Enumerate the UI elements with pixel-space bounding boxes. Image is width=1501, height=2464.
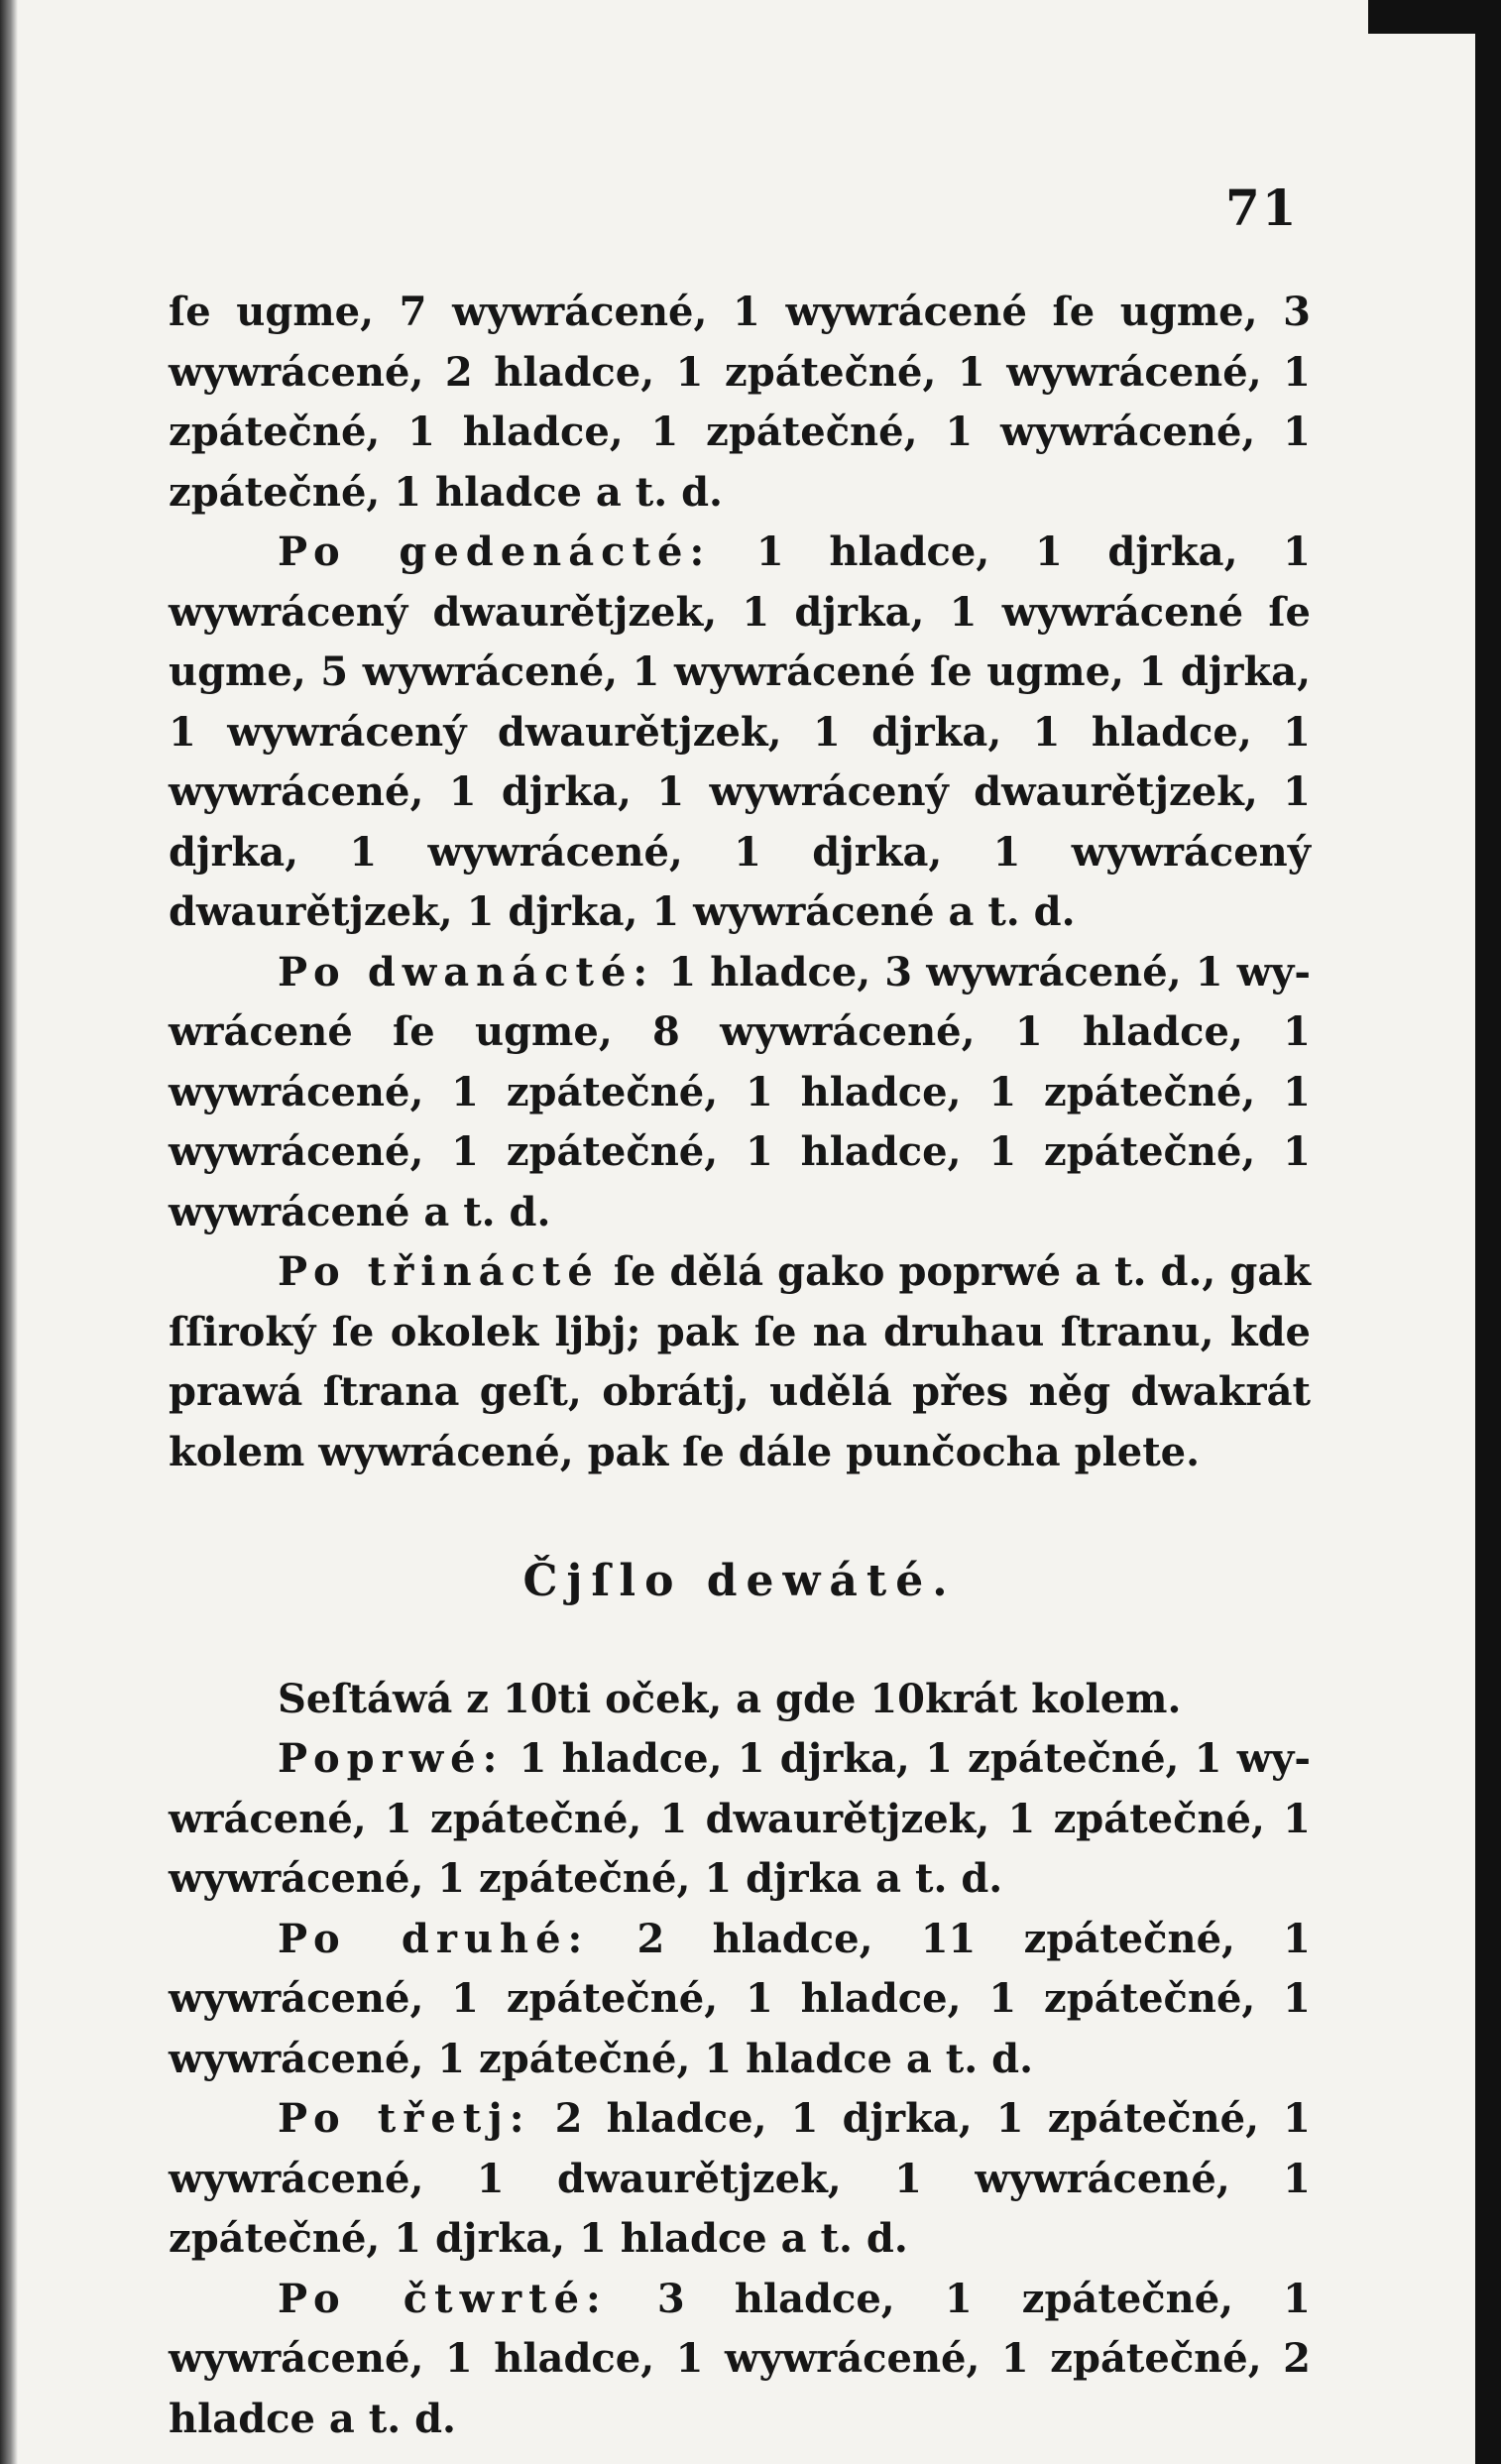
round-label: Po čtwrté: xyxy=(278,2275,608,2322)
page-body xyxy=(169,283,1311,2449)
paragraph-round-11 xyxy=(169,523,1311,943)
paragraph-text: 1 hladce, 3 wywrácené, 1 wywrácené ſe ugme, 8 wywrácené, 1 hladce, 1 wywrácené, 1 zpátečné, 1 hladce, 1 zpátečné, 1 wywrácené, 1 zpátečné, 1 hladce, 1 zpátečné, 1 wywrácené a t. d. xyxy=(169,948,1311,1235)
round-label: Po druhé: xyxy=(278,1915,590,1962)
paragraph-text: Seſtáwá z 10ti oček, a gde 10krát kolem. xyxy=(278,1675,1182,1722)
paragraph-round-13 xyxy=(169,1242,1311,1482)
paragraph-round-4 xyxy=(169,2270,1311,2450)
paragraph-text: ſe ugme, 7 wywrácené, 1 wywrácené ſe ugme, 3 wywrácené, 2 hladce, 1 zpátečné, 1 wywrácené, 1 zpátečné, 1 hladce, 1 zpátečné, 1 wywrácené, 1 zpátečné, 1 hladce a t. d. xyxy=(169,289,1311,516)
page-number: 71 xyxy=(1225,178,1299,237)
paragraph-round-2 xyxy=(169,1910,1311,2090)
paragraph-text: 1 hladce, 1 djrka, 1 zpátečné, 1 wywrácené, 1 zpátečné, 1 dwaurětjzek, 1 zpátečné, 1 wywrácené, 1 zpátečné, 1 djrka a t. d. xyxy=(169,1735,1311,1902)
round-label: Po dwanácté: xyxy=(278,948,655,996)
paragraph-round-3 xyxy=(169,2089,1311,2270)
round-label: Po třinácté xyxy=(278,1248,600,1295)
scan-border-top xyxy=(1368,0,1501,34)
scan-border-right xyxy=(1475,30,1501,2464)
paragraph-text: 3 hladce, 1 zpátečné, 1 wywrácené, 1 hladce, 1 wywrácené, 1 zpátečné, 2 hladce a t. d. xyxy=(169,2275,1312,2442)
paragraph-text: 1 hladce, 1 djrka, 1 wywrácený dwaurětjzek, 1 djrka, 1 wywrácené ſe ugme, 5 wywrácené, 1 wywrácené ſe ugme, 1 djrka, 1 wywrácený dwaurětjzek, 1 djrka, 1 hladce, 1 wywrácené, 1 djrka, 1 wywrácený dwaurětjzek, 1 djrka, 1 wywrácené, 1 djrka, 1 wywrácený dwaurětjzek, 1 djrka, 1 wywrácené a t. d. xyxy=(169,528,1311,935)
paragraph-text: 2 hladce, 11 zpátečné, 1 wywrácené, 1 zpátečné, 1 hladce, 1 zpátečné, 1 wywrácené, 1 zpátečné, 1 hladce a t. d. xyxy=(169,1915,1311,2082)
round-label: Po gedenácté: xyxy=(278,528,712,575)
round-label: Po třetj: xyxy=(278,2095,531,2142)
paragraph-round-12 xyxy=(169,943,1311,1243)
paragraph-continuation xyxy=(169,283,1311,523)
paragraph-text: ſe dělá gako poprwé a t. d., gak ſſiroký ſe okolek ljbj; pak ſe na druhau ſtranu, kde prawá ſtrana geſt, obrátj, udělá přes něg dwakrát kolem wywrácené, pak ſe dále punčocha plete. xyxy=(169,1248,1311,1475)
paragraph-intro xyxy=(169,1670,1311,1730)
page-edge-shadow xyxy=(0,0,18,2464)
round-label: Poprwé: xyxy=(278,1735,505,1782)
section-heading: Čjſlo dewáté. xyxy=(522,1556,957,1606)
paragraph-round-1 xyxy=(169,1729,1311,1910)
paragraph-text: 2 hladce, 1 djrka, 1 zpátečné, 1 wywrácené, 1 dwaurětjzek, 1 wywrácené, 1 zpátečné, 1 djrka, 1 hladce a t. d. xyxy=(169,2095,1312,2262)
